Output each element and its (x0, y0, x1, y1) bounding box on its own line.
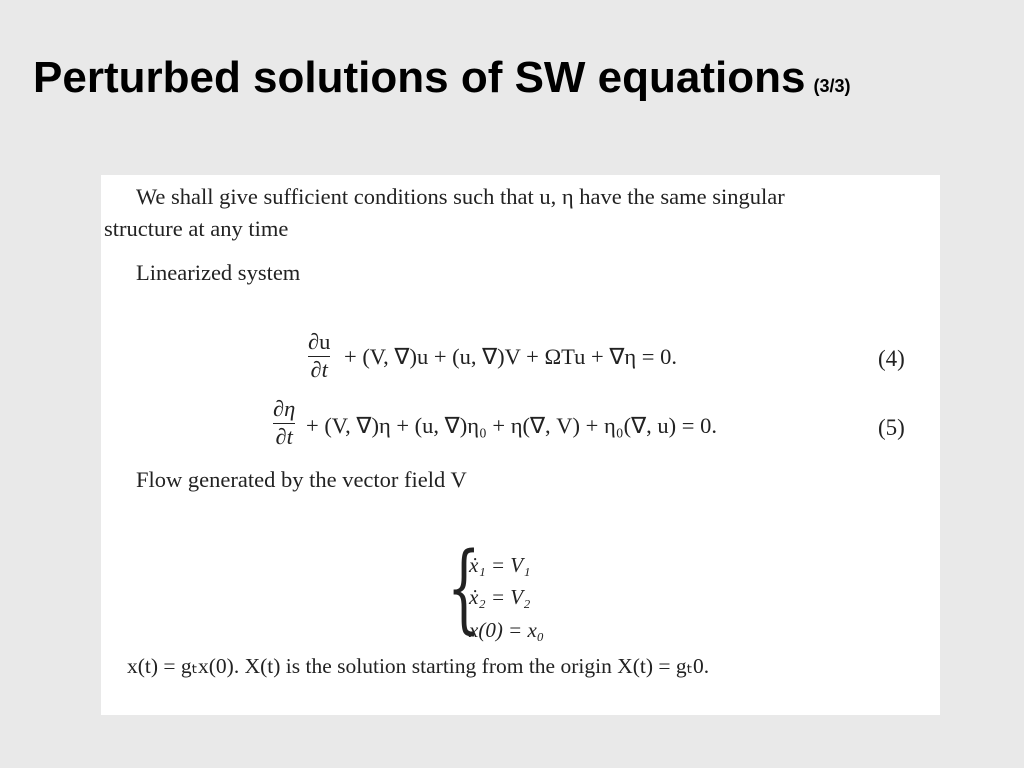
slide-counter: (3/3) (813, 76, 851, 96)
eq4-fraction (308, 330, 330, 383)
equation-5 (273, 397, 295, 450)
eq5-denominator: ∂t (275, 423, 293, 449)
equation-number-4: (4) (878, 346, 905, 371)
flow-text: Flow generated by the vector field V (136, 467, 467, 492)
eq4-rhs: + (V, ∇)u + (u, ∇)V + ΩTu + ∇η = 0. (344, 344, 677, 369)
system-brace: { (447, 532, 481, 644)
eq5-numerator: ∂η (273, 396, 296, 421)
equation-number-5: (5) (878, 415, 905, 440)
system-line-1: ẋ₁ = V₁ (469, 553, 531, 577)
final-line: x(t) = gₜx(0). X(t) is the solution starting from the origin X(t) = gₜ0. (127, 654, 710, 678)
intro-line-1: We shall give sufficient conditions such that u, η have the same singular (136, 184, 785, 209)
system-line-2: ẋ₂ = V₂ (469, 585, 531, 609)
eq5-rhs: + (V, ∇)η + (u, ∇)η₀ + η(∇, V) + η₀(∇, u) = 0. (306, 413, 717, 438)
content-panel (101, 175, 940, 715)
system-line-3: x(0) = x₀ (469, 618, 545, 642)
section-heading-linearized: Linearized system (136, 260, 301, 285)
eq4-numerator: ∂u (308, 329, 331, 354)
slide-title (33, 53, 851, 102)
equation-4 (308, 330, 330, 383)
eq4-denominator: ∂t (310, 356, 328, 382)
intro-line-2: structure at any time (104, 216, 289, 241)
eq5-fraction (273, 397, 295, 450)
title-text: Perturbed solutions of SW equations (33, 53, 806, 102)
